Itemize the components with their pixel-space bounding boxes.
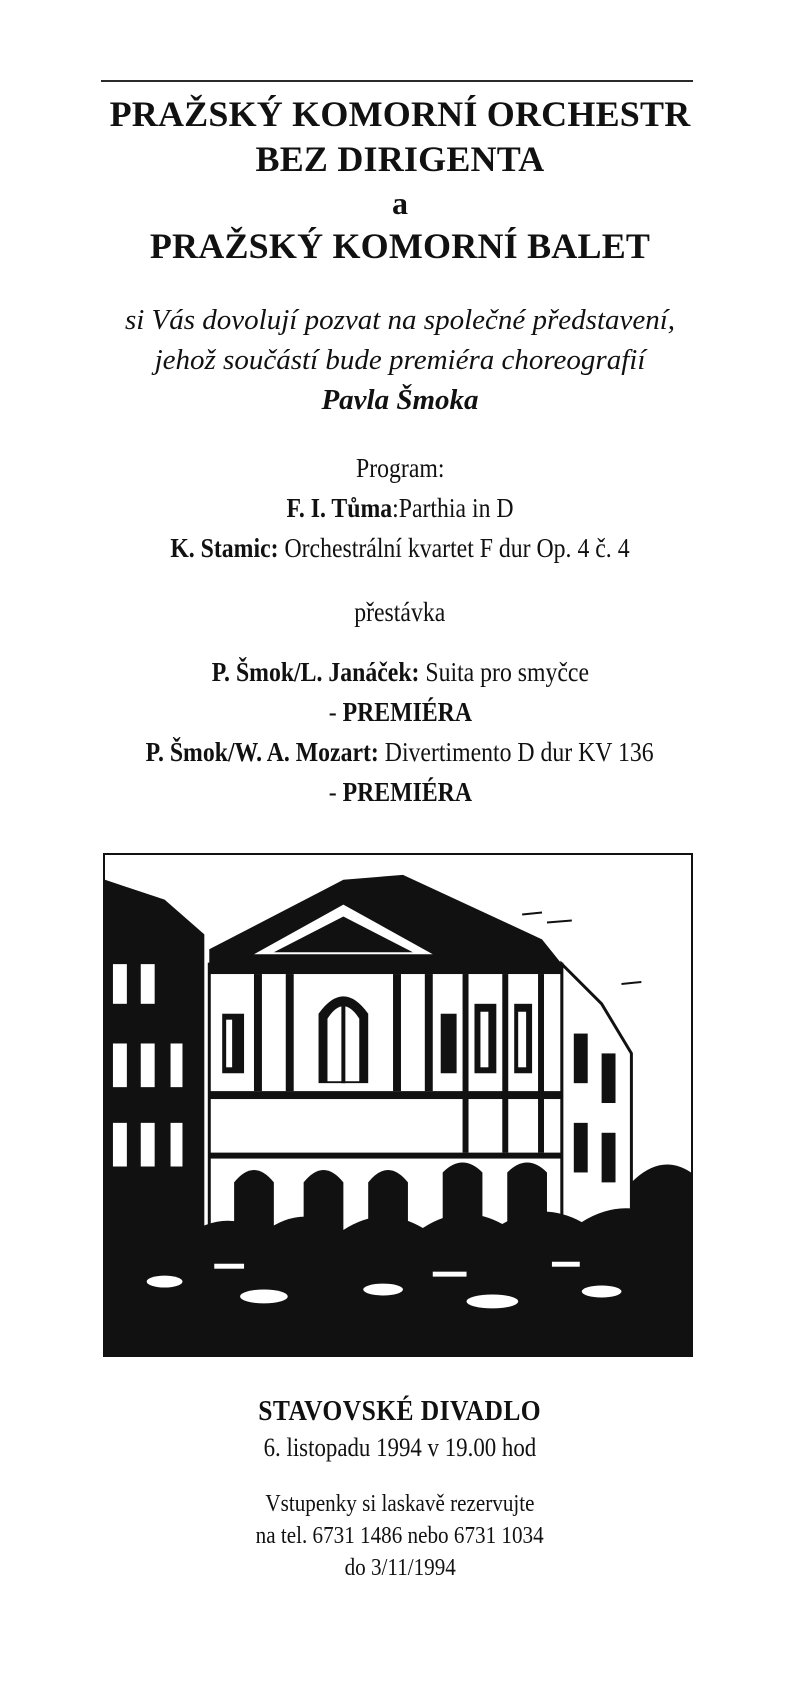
ticket-deadline: do 3/11/1994 [344,1555,456,1581]
heading-line-no-conductor: BEZ DIRIGENTA [255,139,545,179]
ticket-info [0,1488,800,1584]
premiere-note-mozart: - PREMIÉRA [328,777,472,807]
intermission-label: přestávka [354,597,446,627]
program-item-stamic-work: Orchestrální kvartet F dur Op. 4 č. 4 [278,533,630,563]
program-item-mozart [146,732,654,772]
program [0,448,800,568]
top-rule [101,80,693,82]
program-item-mozart-work: Divertimento D dur KV 136 [379,737,654,767]
premiere-label: PREMIÉRA [342,777,472,807]
performance-date: 6. listopadu 1994 v 19.00 hod [263,1433,537,1462]
premiere-note-janacek: - PREMIÉRA [328,697,472,727]
program-item-tuma-author: F. I. Tůma [286,493,393,523]
program-item-tuma [286,488,513,528]
theatre-engraving-image [103,853,693,1357]
venue [0,1392,800,1466]
program-item-stamic-author: K. Stamic: [170,533,279,563]
program-item-stamic [170,528,629,568]
heading-line-orchestra: PRAŽSKÝ KOMORNÍ ORCHESTR [109,94,691,134]
invitation-text [0,300,800,420]
heading-conjunction: a [392,185,408,221]
program-item-tuma-work: :Parthia in D [392,493,514,523]
ticket-line-1: Vstupenky si laskavě rezervujte [265,1491,535,1517]
estates-theatre-illustration [105,855,691,1355]
heading-line-ballet: PRAŽSKÝ KOMORNÍ BALET [149,226,651,266]
ticket-phone-line: na tel. 6731 1486 nebo 6731 1034 [255,1523,545,1549]
venue-name: STAVOVSKÉ DIVADLO [258,1395,542,1427]
program-item-janacek-work: Suita pro smyčce [419,657,589,687]
program-item-janacek-author: P. Šmok/L. Janáček: [211,657,420,687]
program-label: Program: [355,453,445,483]
program-item-janacek [211,652,588,692]
program-part-two [0,652,800,812]
invitation-line-1: si Vás dovolují pozvat na společné představení, [124,304,676,336]
heading [0,92,800,269]
premiere-label: PREMIÉRA [342,697,472,727]
choreographer-name: Pavla Šmoka [321,384,479,416]
intermission-block [0,592,800,632]
program-item-mozart-author: P. Šmok/W. A. Mozart: [146,737,380,767]
invitation-line-2: jehož součástí bude premiéra choreografií [154,344,646,376]
